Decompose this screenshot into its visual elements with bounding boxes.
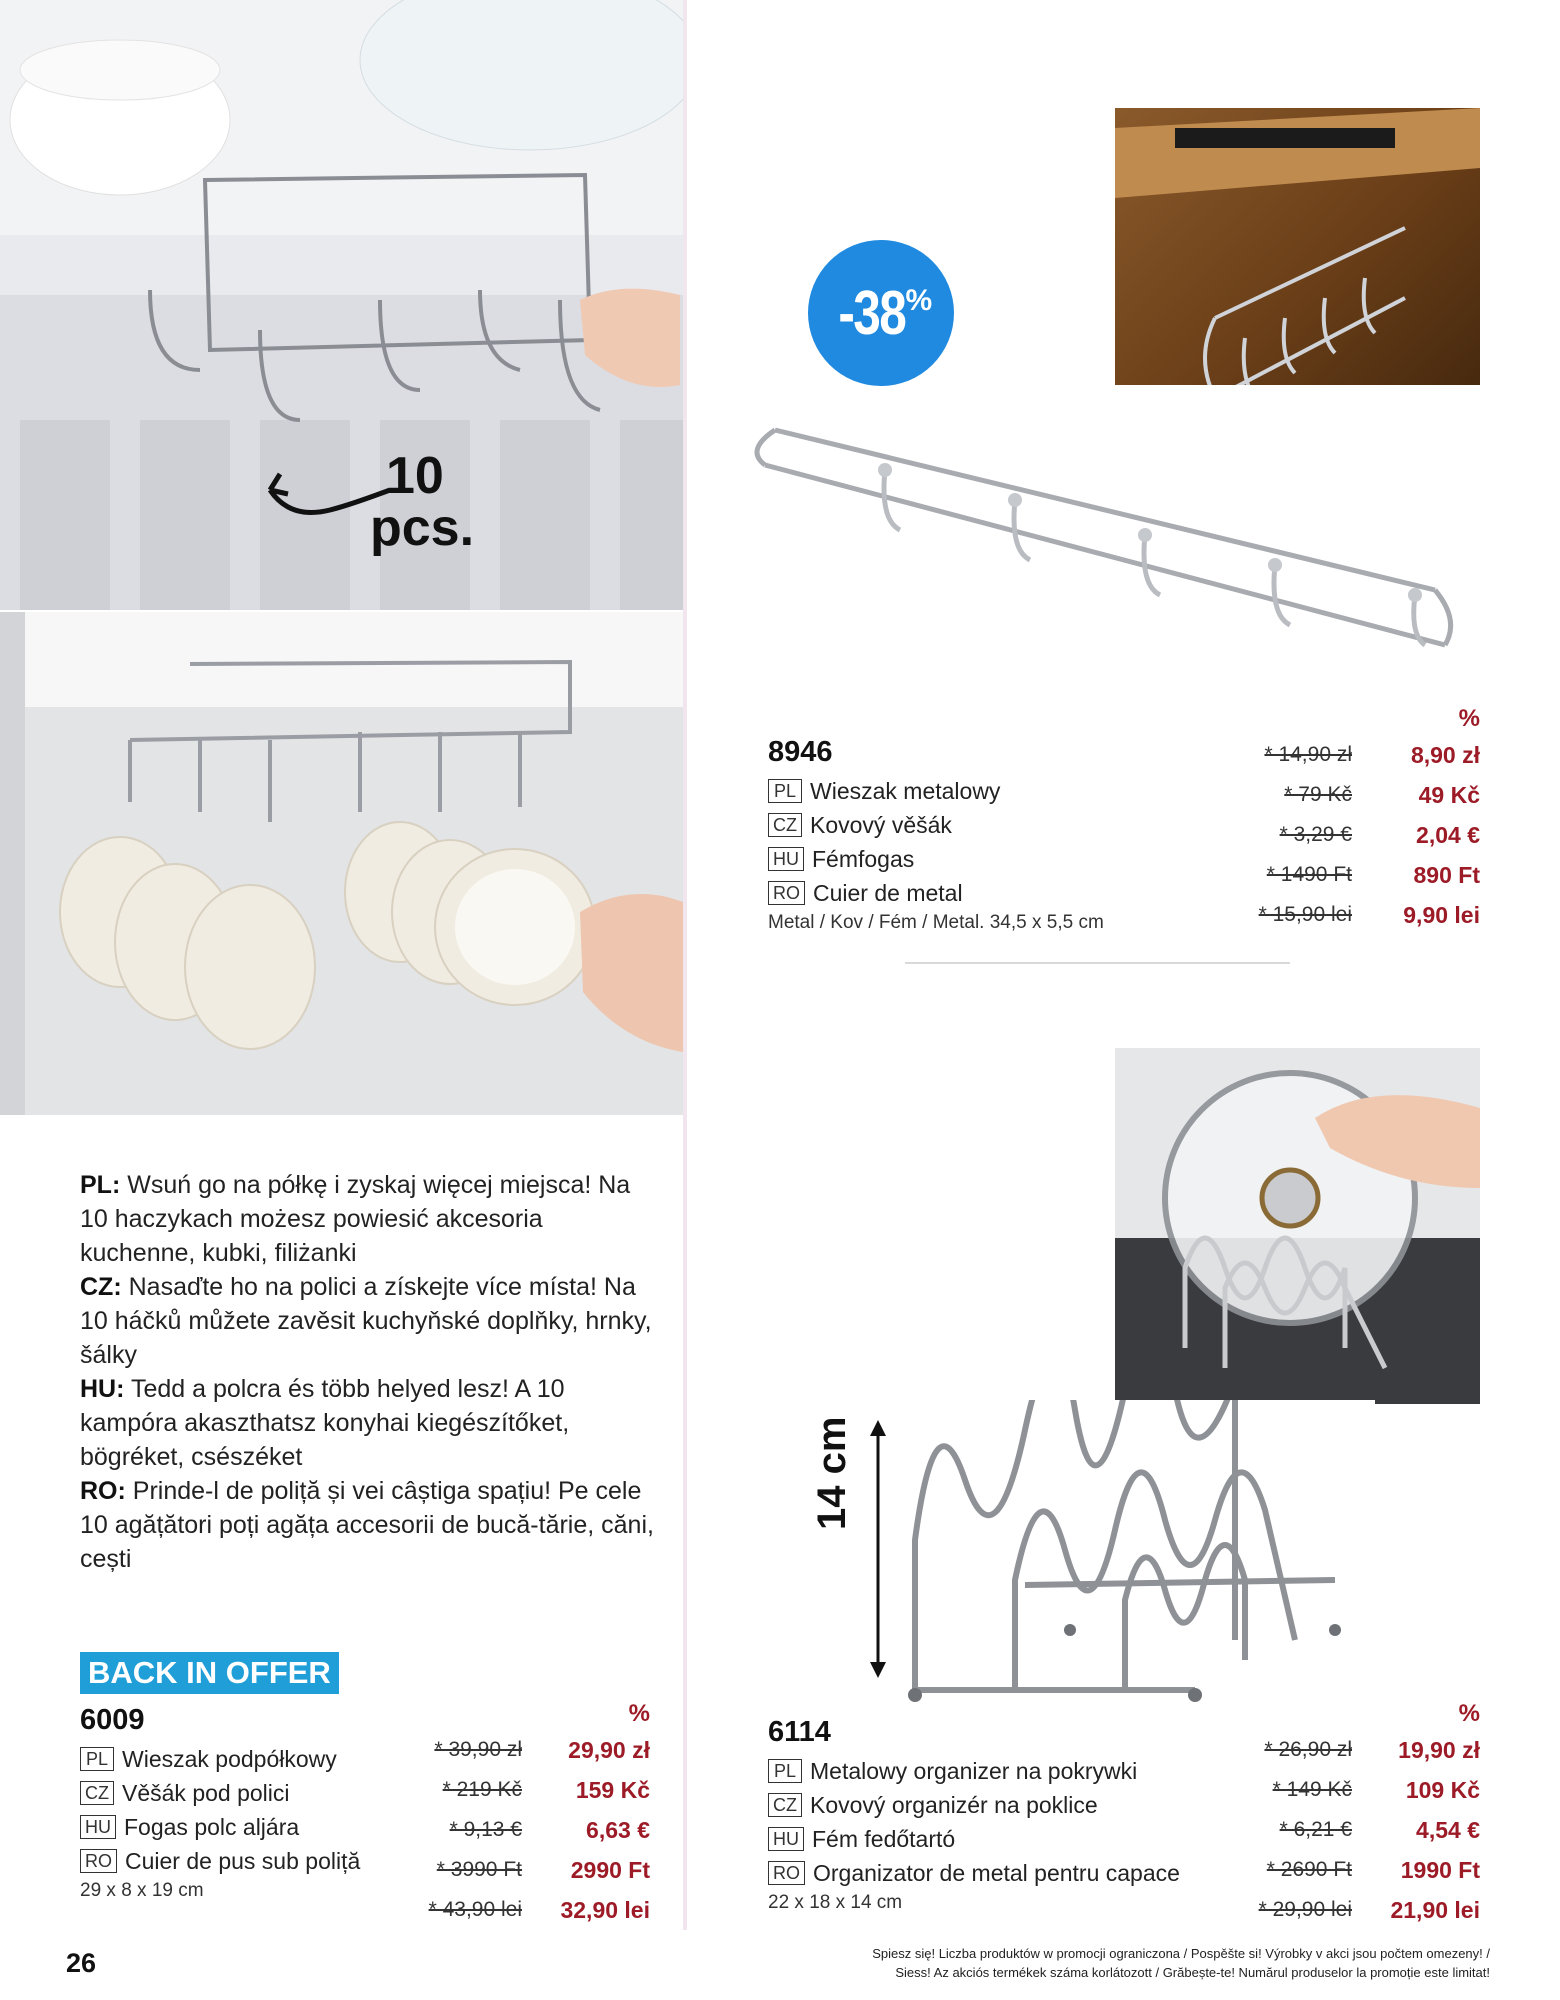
product-code: 6009 xyxy=(80,1704,145,1736)
product-code: 6114 xyxy=(768,1716,831,1748)
old-price: * 1490 Ft xyxy=(1266,863,1352,886)
section-divider xyxy=(905,962,1290,964)
lang-code: RO xyxy=(768,881,805,905)
lang-code: RO xyxy=(768,1861,805,1885)
price-row xyxy=(1210,815,1480,855)
price-row xyxy=(1210,1730,1480,1770)
back-in-offer-label: BACK IN OFFER xyxy=(80,1652,339,1694)
product-description xyxy=(80,1168,660,1576)
pieces-unit: pcs. xyxy=(370,499,475,557)
photo-wall-hanger-product xyxy=(735,385,1480,705)
product-name: Wieszak metalowy xyxy=(810,777,1001,804)
new-price: 32,90 lei xyxy=(560,1896,650,1923)
price-row xyxy=(1210,855,1480,895)
price-row xyxy=(400,1770,650,1810)
product-name: Fogas polc aljára xyxy=(124,1813,300,1840)
new-price: 890 Ft xyxy=(1413,861,1480,888)
old-price: * 14,90 zł xyxy=(1264,743,1352,766)
lang-code: PL xyxy=(80,1747,114,1771)
description-text: Nasaďte ho na polici a získejte více místa! Na 10 háčků můžete zavěsit kuchyňské doplňky, hrnky, šálky xyxy=(80,1273,652,1369)
old-price: * 29,90 lei xyxy=(1258,1898,1352,1921)
product-name: Fémfogas xyxy=(812,845,915,872)
new-price: 4,54 € xyxy=(1416,1816,1480,1843)
pieces-callout xyxy=(370,447,475,557)
new-price: 19,90 zł xyxy=(1398,1736,1480,1763)
photo-lid-organizer-product xyxy=(895,1400,1375,1710)
new-price: 1990 Ft xyxy=(1400,1856,1480,1883)
old-price: * 79 Kč xyxy=(1284,783,1352,806)
price-row xyxy=(1210,1890,1480,1930)
price-row xyxy=(1210,1770,1480,1810)
price-list-8946 xyxy=(1210,705,1480,935)
product-dimensions: 22 x 18 x 14 cm xyxy=(768,1892,903,1913)
discount-value: -38 xyxy=(838,278,906,348)
disclaimer-line: Siess! Az akciós termékek száma korlátozott / Grăbește-te! Numărul produselor la promoție este limitat! xyxy=(895,1965,1490,1980)
product-name: Cuier de pus sub poliță xyxy=(125,1847,361,1874)
old-price: * 3990 Ft xyxy=(436,1858,522,1881)
price-row xyxy=(400,1810,650,1850)
height-arrow xyxy=(868,1418,888,1680)
lang-code: HU xyxy=(80,1815,116,1839)
old-price: * 43,90 lei xyxy=(428,1898,522,1921)
product-name: Kovový věšák xyxy=(810,811,952,838)
old-price: * 3,29 € xyxy=(1279,823,1352,846)
description-cz xyxy=(80,1270,660,1372)
lang-code: HU xyxy=(768,847,804,871)
price-row xyxy=(1210,895,1480,935)
lang-label: HU: xyxy=(80,1375,125,1403)
description-ro xyxy=(80,1474,660,1576)
lang-code: PL xyxy=(768,779,802,803)
product-6114 xyxy=(768,1716,1248,1914)
old-price: * 6,21 € xyxy=(1279,1818,1352,1841)
new-price: 159 Kč xyxy=(575,1776,650,1803)
old-price: * 9,13 € xyxy=(449,1818,522,1841)
new-price: 29,90 zł xyxy=(568,1736,650,1763)
price-row xyxy=(1210,1850,1480,1890)
description-text: Wsuń go na półkę i zyskaj więcej miejsca! Na 10 haczykach możesz powiesić akcesoria kuchenne, kubki, filiżanki xyxy=(80,1171,631,1267)
product-name: Metalowy organizer na pokrywki xyxy=(810,1757,1138,1784)
height-label: 14 cm xyxy=(810,1416,854,1530)
price-row xyxy=(400,1890,650,1930)
price-row xyxy=(400,1730,650,1770)
disclaimer-line: Spiesz się! Liczba produktów w promocji ograniczona / Pospěšte si! Výrobky v akci jsou počtem omezeny! / xyxy=(872,1946,1490,1961)
photo-lid-organizer-in-use xyxy=(1115,1048,1480,1404)
lang-code: PL xyxy=(768,1759,802,1783)
pieces-count: 10 xyxy=(386,447,444,505)
product-name-row xyxy=(768,1788,1248,1822)
lang-code: RO xyxy=(80,1849,117,1873)
product-name: Kovový organizér na poklice xyxy=(810,1791,1098,1818)
lang-label: CZ: xyxy=(80,1273,122,1301)
old-price: * 149 Kč xyxy=(1272,1778,1352,1801)
product-8946 xyxy=(768,736,1228,934)
product-name-row xyxy=(768,1856,1248,1890)
new-price: 2,04 € xyxy=(1416,821,1480,848)
promo-disclaimer xyxy=(770,1944,1490,1982)
price-list-6009 xyxy=(400,1700,650,1930)
lang-code: CZ xyxy=(80,1781,114,1805)
old-price: * 26,90 zł xyxy=(1264,1738,1352,1761)
page-number: 26 xyxy=(66,1948,97,1978)
percent-header: % xyxy=(1458,1700,1480,1727)
product-name: Věšák pod polici xyxy=(122,1779,290,1806)
photo-mugs-hanger xyxy=(0,612,683,1115)
product-name: Fém fedőtartó xyxy=(812,1825,956,1852)
new-price: 8,90 zł xyxy=(1410,741,1480,768)
column-divider xyxy=(683,0,687,1930)
new-price: 2990 Ft xyxy=(570,1856,650,1883)
percent-header: % xyxy=(1458,705,1480,732)
old-price: * 2690 Ft xyxy=(1266,1858,1352,1881)
description-hu xyxy=(80,1372,660,1474)
product-dimensions: 29 x 8 x 19 cm xyxy=(80,1880,204,1901)
description-text: Prinde-l de poliță și vei câștiga spațiu! Pe cele 10 agățători poți agăța accesorii de bucă-tărie, căni, cești xyxy=(80,1477,654,1573)
old-price: * 219 Kč xyxy=(442,1778,522,1801)
discount-percent-sign: % xyxy=(905,284,933,317)
new-price: 109 Kč xyxy=(1405,1776,1480,1803)
product-name-row xyxy=(768,876,1228,910)
lang-code: CZ xyxy=(768,1793,802,1817)
price-row xyxy=(1210,735,1480,775)
price-list-6114 xyxy=(1210,1700,1480,1930)
lang-code: HU xyxy=(768,1827,804,1851)
product-name-row xyxy=(768,774,1228,808)
description-pl xyxy=(80,1168,660,1270)
new-price: 6,63 € xyxy=(586,1816,650,1843)
new-price: 9,90 lei xyxy=(1403,901,1480,928)
product-dimensions: Metal / Kov / Fém / Metal. 34,5 x 5,5 cm xyxy=(768,912,1104,933)
product-name-row xyxy=(768,842,1228,876)
price-row xyxy=(1210,775,1480,815)
new-price: 21,90 lei xyxy=(1390,1896,1480,1923)
product-name: Organizator de metal pentru capace xyxy=(813,1859,1180,1886)
price-row xyxy=(1210,1810,1480,1850)
photo-shelf-hanger-top xyxy=(0,0,683,610)
product-name-row xyxy=(768,1754,1248,1788)
description-text: Tedd a polcra és több helyed lesz! A 10 kampóra akaszthatsz konyhai kiegészítőket, bögréket, csészéket xyxy=(80,1375,570,1471)
discount-badge xyxy=(808,240,954,386)
lang-label: PL: xyxy=(80,1171,121,1199)
product-name-row xyxy=(768,808,1228,842)
old-price: * 39,90 zł xyxy=(434,1738,522,1761)
lang-code: CZ xyxy=(768,813,802,837)
product-name: Cuier de metal xyxy=(813,879,963,906)
product-code: 8946 xyxy=(768,736,833,768)
product-name-row xyxy=(768,1822,1248,1856)
percent-header: % xyxy=(628,1700,650,1727)
lang-label: RO: xyxy=(80,1477,126,1505)
price-row xyxy=(400,1850,650,1890)
product-name: Wieszak podpółkowy xyxy=(122,1745,337,1772)
old-price: * 15,90 lei xyxy=(1258,903,1352,926)
new-price: 49 Kč xyxy=(1418,781,1480,808)
